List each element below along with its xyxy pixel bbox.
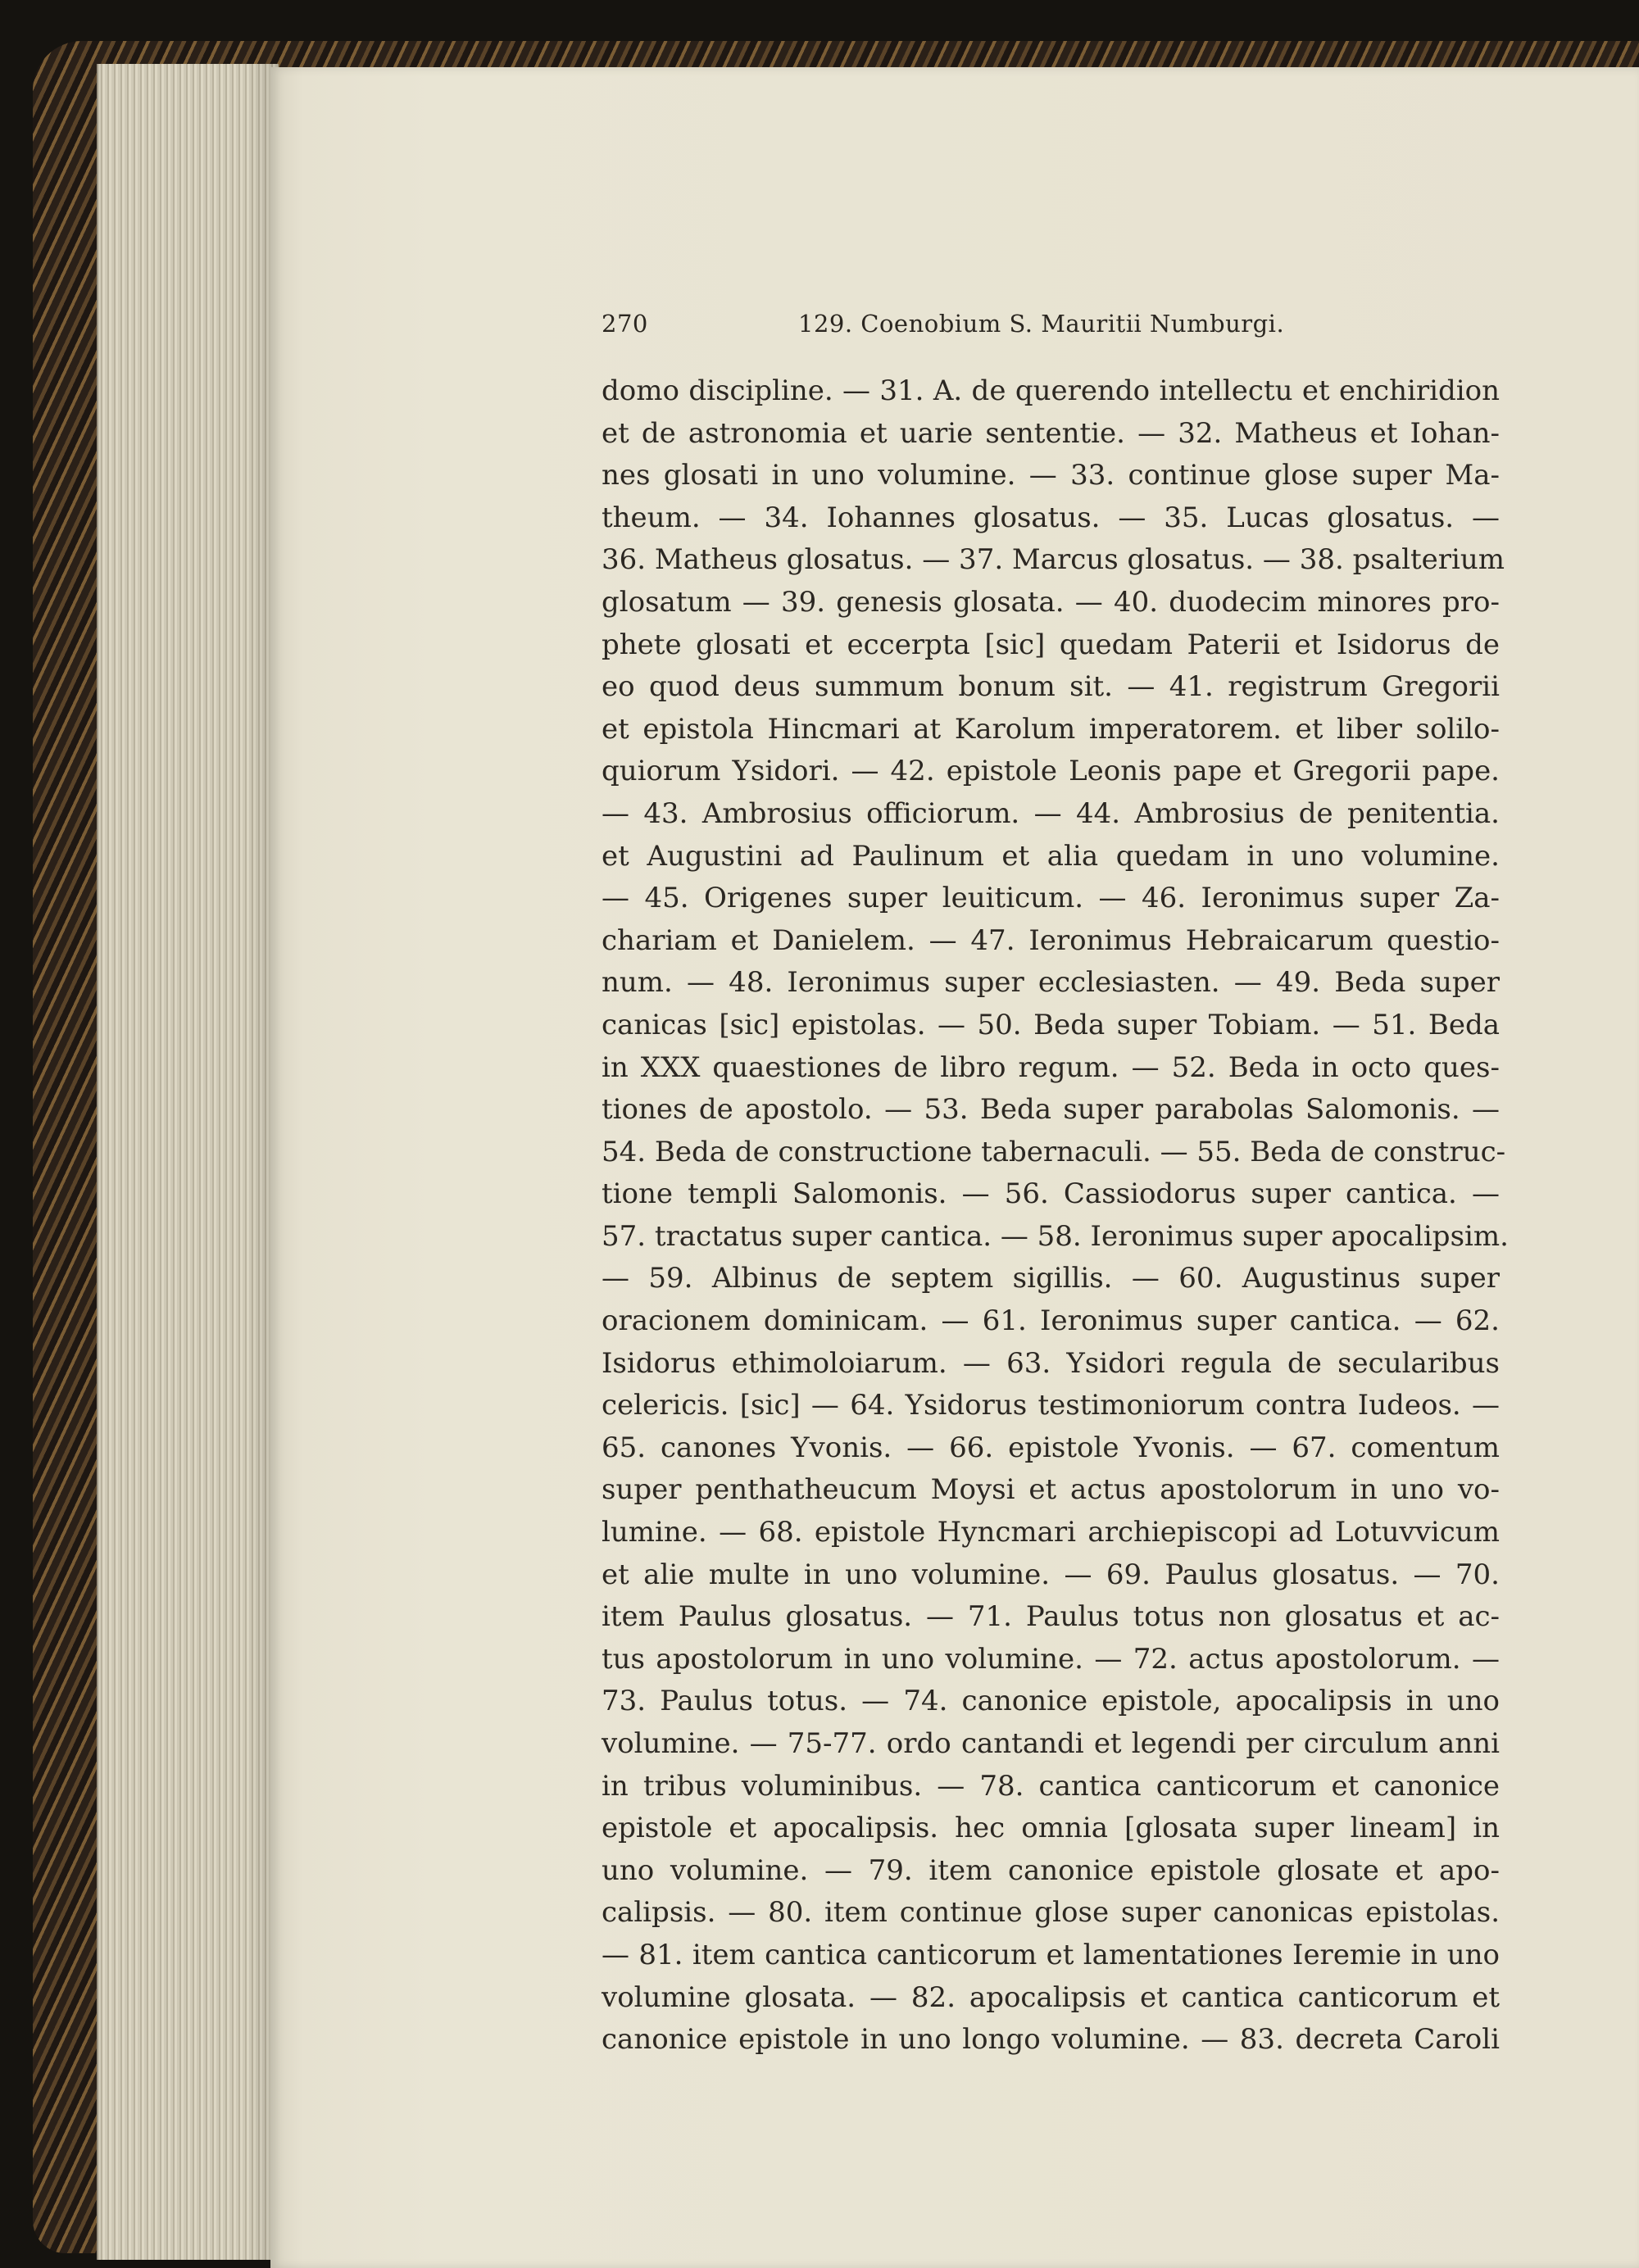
text-line: 36. Matheus glosatus. — 37. Marcus glosatus. — 38. psalterium (602, 543, 1505, 577)
text-line: celericis. [sic] — 64. Ysidorus testimoniorum contra Iudeos. — (602, 1389, 1500, 1422)
text-line: phete glosati et eccerpta [sic] quedam Paterii et Isidorus de (602, 628, 1500, 661)
text-line: num. — 48. Ieronimus super ecclesiasten. — 49. Beda super (602, 966, 1500, 1000)
text-line: in tribus voluminibus. — 78. cantica canticorum et canonice (602, 1769, 1500, 1803)
body-text (602, 370, 1509, 2062)
text-line: et alie multe in uno volumine. — 69. Paulus glosatus. — 70. (602, 1558, 1500, 1591)
text-line: tiones de apostolo. — 53. Beda super parabolas Salomonis. — (602, 1093, 1500, 1127)
text-line: eo quod deus summum bonum sit. — 41. registrum Gregorii (602, 670, 1500, 704)
text-line: 54. Beda de constructione tabernaculi. — 55. Beda de construc- (602, 1135, 1506, 1168)
text-line: glosatum — 39. genesis glosata. — 40. duodecim minores pro- (602, 585, 1500, 619)
text-line: et de astronomia et uarie sententie. — 32. Matheus et Iohan- (602, 416, 1500, 450)
text-line: calipsis. — 80. item continue glose super canonicas epistolas. (602, 1896, 1500, 1930)
text-line: — 59. Albinus de septem sigillis. — 60. Augustinus super (602, 1262, 1500, 1295)
text-line: chariam et Danielem. — 47. Ieronimus Hebraicarum questio- (602, 923, 1500, 957)
text-line: — 81. item cantica canticorum et lamentationes Ieremie in uno (602, 1938, 1500, 1971)
page-block-edge (97, 64, 279, 2260)
text-line: — 43. Ambrosius officiorum. — 44. Ambrosius de penitentia. (602, 796, 1500, 830)
text-line: super penthatheucum Moysi et actus apostolorum in uno vo- (602, 1473, 1500, 1507)
text-line: theum. — 34. Iohannes glosatus. — 35. Lucas glosatus. — (602, 501, 1500, 534)
text-line: 57. tractatus super cantica. — 58. Ieronimus super apocalipsim. (602, 1219, 1509, 1253)
running-header (602, 303, 1323, 344)
text-line: volumine glosata. — 82. apocalipsis et cantica canticorum et (602, 1980, 1500, 2014)
text-line: quiorum Ysidori. — 42. epistole Leonis pape et Gregorii pape. (602, 755, 1500, 788)
text-line: nes glosati in uno volumine. — 33. continue glose super Ma- (602, 459, 1500, 492)
text-line: et epistola Hincmari at Karolum imperatorem. et liber solilo- (602, 712, 1500, 746)
text-line: in XXX quaestiones de libro regum. — 52. Beda in octo ques- (602, 1050, 1500, 1084)
text-line: volumine. — 75-77. ordo cantandi et legendi per circulum anni (602, 1727, 1500, 1760)
text-line: et Augustini ad Paulinum et alia quedam in uno volumine. (602, 839, 1500, 873)
text-line: 73. Paulus totus. — 74. canonice epistole, apocalipsis in uno (602, 1685, 1500, 1718)
text-line: — 45. Origenes super leuiticum. — 46. Ieronimus super Za- (602, 882, 1500, 915)
text-line: tione templi Salomonis. — 56. Cassiodorus super cantica. — (602, 1177, 1500, 1211)
text-line: oracionem dominicam. — 61. Ieronimus super cantica. — 62. (602, 1304, 1500, 1338)
text-line: uno volumine. — 79. item canonice epistole glosate et apo- (602, 1853, 1500, 1887)
text-line: canicas [sic] epistolas. — 50. Beda super Tobiam. — 51. Beda (602, 1008, 1500, 1041)
text-line: Isidorus ethimoloiarum. — 63. Ysidori regula de secularibus (602, 1346, 1500, 1380)
text-line: canonice epistole in uno longo volumine. — 83. decreta Caroli (602, 2023, 1500, 2057)
text-line: epistole et apocalipsis. hec omnia [glosata super lineam] in (602, 1812, 1500, 1845)
text-line: item Paulus glosatus. — 71. Paulus totus non glosatus et ac- (602, 1600, 1500, 1634)
text-line: domo discipline. — 31. A. de querendo intellectu et enchiridion (602, 374, 1500, 407)
running-head-title: 129. Coenobium S. Mauritii Numburgi. (798, 310, 1285, 338)
text-line: 65. canones Yvonis. — 66. epistole Yvonis. — 67. comentum (602, 1431, 1500, 1464)
text-line: tus apostolorum in uno volumine. — 72. actus apostolorum. — (602, 1642, 1500, 1676)
page-number: 270 (602, 310, 648, 338)
text-line: lumine. — 68. epistole Hyncmari archiepiscopi ad Lotuvvicum (602, 1516, 1500, 1549)
